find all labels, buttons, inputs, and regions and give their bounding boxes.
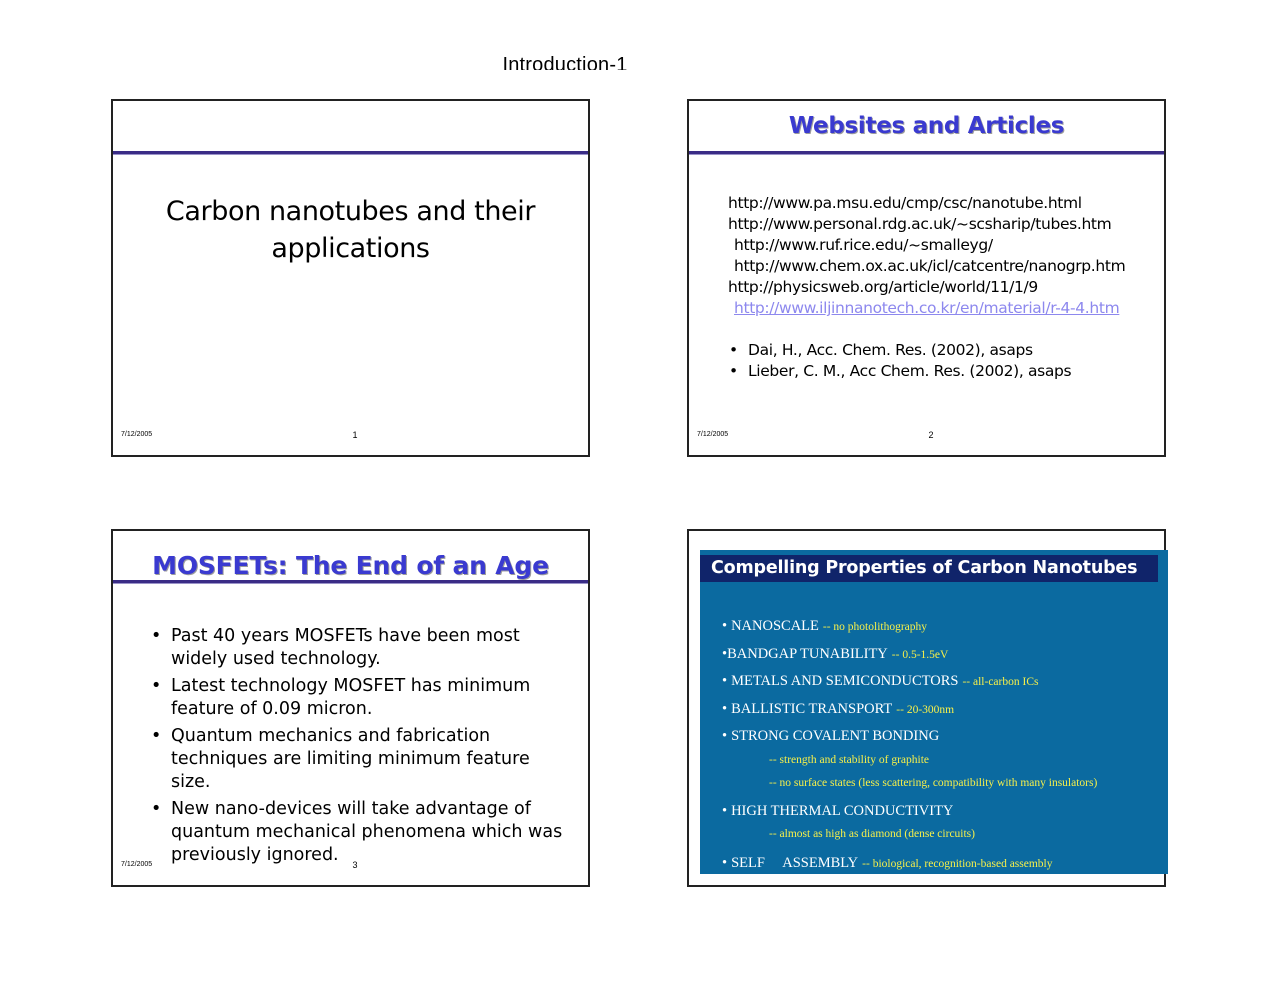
title-divider xyxy=(113,151,588,155)
list-item-text: Past 40 years MOSFETs have been most widely used technology. xyxy=(171,626,520,669)
property-item: • SELF ASSEMBLY -- biological, recognition-based assembly xyxy=(722,855,1053,871)
bullet-icon: • xyxy=(151,676,162,696)
url-link[interactable]: http://www.personal.rdg.ac.uk/~scsharip/tubes.htm xyxy=(728,215,1112,233)
property-item: • HIGH THERMAL CONDUCTIVITY xyxy=(722,803,954,819)
list-item xyxy=(151,625,571,671)
list-item xyxy=(151,798,571,867)
slide-number: 3 xyxy=(352,860,358,870)
list-item-text: Latest technology MOSFET has minimum feature of 0.09 micron. xyxy=(171,676,531,719)
slide-1 xyxy=(111,99,590,457)
property-item: •BANDGAP TUNABILITY -- 0.5-1.5eV xyxy=(722,646,949,662)
title-divider xyxy=(689,151,1164,155)
url-link[interactable]: http://www.chem.ox.ac.uk/icl/catcentre/nanogrp.htm xyxy=(734,257,1126,275)
property-item: • METALS AND SEMICONDUCTORS -- all-carbon ICs xyxy=(722,673,1039,689)
bullet-icon: • xyxy=(151,726,162,746)
list-item xyxy=(151,725,571,794)
property-subnote: -- strength and stability of graphite xyxy=(769,754,930,766)
url-link[interactable]: http://www.pa.msu.edu/cmp/csc/nanotube.html xyxy=(728,194,1082,212)
bullet-icon: • xyxy=(729,341,738,359)
article-text: Lieber, C. M., Acc Chem. Res. (2002), asaps xyxy=(748,362,1072,380)
property-item: • STRONG COVALENT BONDING xyxy=(722,728,940,744)
list-item-text: New nano-devices will take advantage of quantum mechanical phenomena which was previously ignored. xyxy=(171,799,563,865)
slide-4 xyxy=(687,529,1166,887)
slide-date: 7/12/2005 xyxy=(121,431,153,438)
slide-title: Carbon nanotubes and their applications xyxy=(165,196,536,264)
article-item xyxy=(729,362,1071,380)
properties-panel xyxy=(700,550,1168,874)
bullet-icon: • xyxy=(729,362,738,380)
property-item: • NANOSCALE -- no photolithography xyxy=(722,618,928,634)
slide-heading: MOSFETs: The End of an Age xyxy=(152,551,549,580)
slide-date: 7/12/2005 xyxy=(121,861,153,868)
slide-number: 2 xyxy=(928,430,934,440)
slide-2 xyxy=(687,99,1166,457)
title-divider xyxy=(113,580,588,584)
property-item: • BALLISTIC TRANSPORT -- 20-300nm xyxy=(722,701,955,717)
slide-3 xyxy=(111,529,590,887)
article-text: Dai, H., Acc. Chem. Res. (2002), asaps xyxy=(748,341,1033,359)
url-link[interactable]: http://www.ruf.rice.edu/~smalleyg/ xyxy=(734,236,993,254)
bullet-list xyxy=(151,625,571,871)
url-link[interactable]: http://physicsweb.org/article/world/11/1/9 xyxy=(728,278,1038,296)
list-item xyxy=(151,675,571,721)
property-subnote: -- almost as high as diamond (dense circuits) xyxy=(769,828,975,840)
slide-date: 7/12/2005 xyxy=(697,431,729,438)
slide-heading: Websites and Articles xyxy=(788,113,1065,139)
slide-banner: Compelling Properties of Carbon Nanotubes xyxy=(700,555,1158,582)
article-item xyxy=(729,341,1033,359)
slide-number: 1 xyxy=(352,430,358,440)
url-hyperlink[interactable]: http://www.iljinnanotech.co.kr/en/material/r-4-4.htm xyxy=(734,299,1120,317)
document-title: Introduction-1 xyxy=(502,54,628,70)
bullet-icon: • xyxy=(151,626,162,646)
list-item-text: Quantum mechanics and fabrication techniques are limiting minimum feature size. xyxy=(171,726,530,792)
bullet-icon: • xyxy=(151,799,162,819)
property-subnote: -- no surface states (less scattering, compatibility with many insulators) xyxy=(769,777,1098,789)
